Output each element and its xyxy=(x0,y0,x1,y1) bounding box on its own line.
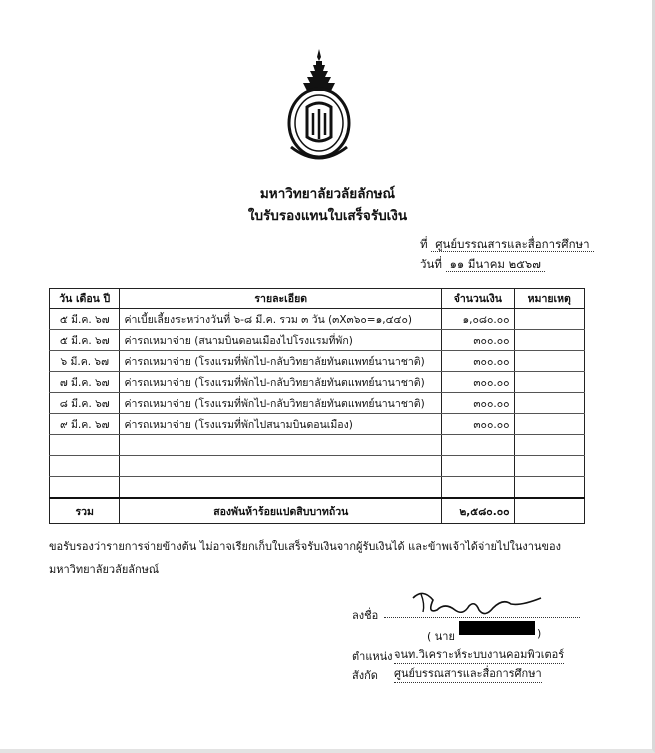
redacted-name xyxy=(459,621,535,635)
table-header-row xyxy=(50,289,585,309)
empty-row xyxy=(50,435,585,456)
row-detail: ค่ารถเหมาจ่าย (สนามบินดอนเมืองไปโรงแรมที่พัก) xyxy=(120,330,442,351)
handwritten-signature xyxy=(407,588,557,618)
affiliation-label: สังกัด xyxy=(352,669,378,682)
header-date: วัน เดือน ปี xyxy=(50,289,120,309)
certification-text: ขอรับรองว่ารายการจ่ายข้างต้น ไม่อาจเรียกเก็บใบเสร็จรับเงินจากผู้รับเงินได้ และข้าพเจ้าได้จ่ายไปในงานของมหาวิทยาลัยวลัยลักษณ์ xyxy=(49,540,561,576)
row-amount: ๓๐๐.๐๐ xyxy=(442,351,514,372)
total-note xyxy=(514,498,584,524)
header-amount: จำนวนเงิน xyxy=(442,289,514,309)
row-amount: ๓๐๐.๐๐ xyxy=(442,372,514,393)
total-amount: ๒,๕๘๐.๐๐ xyxy=(442,498,514,524)
header-detail: รายละเอียด xyxy=(120,289,442,309)
date-label: วันที่ xyxy=(420,257,442,271)
university-name: มหาวิทยาลัยวลัยลักษณ์ xyxy=(259,186,396,202)
position-value: จนท.วิเคราะห์ระบบงานคอมพิวเตอร์ xyxy=(394,645,564,664)
total-text: สองพันห้าร้อยแปดสิบบาทถ้วน xyxy=(120,498,442,524)
row-date: ๘ มี.ค. ๖๗ xyxy=(50,393,120,414)
empty-row xyxy=(50,456,585,477)
row-note xyxy=(514,351,584,372)
table-row xyxy=(50,330,585,351)
row-amount: ๑,๐๘๐.๐๐ xyxy=(442,309,514,330)
date-line xyxy=(420,256,545,274)
expense-table xyxy=(49,288,585,524)
row-note xyxy=(514,309,584,330)
row-note xyxy=(514,330,584,351)
row-date: ๙ มี.ค. ๖๗ xyxy=(50,414,120,435)
row-detail: ค่ารถเหมาจ่าย (โรงแรมที่พักไป-กลับวิทยาลัยทันตแพทย์นานาชาติ) xyxy=(120,372,442,393)
row-date: ๕ มี.ค. ๖๗ xyxy=(50,330,120,351)
issuer-value: ศูนย์บรรณสารและสื่อการศึกษา xyxy=(431,237,593,252)
sign-label: ลงชื่อ xyxy=(352,609,379,622)
row-note xyxy=(514,414,584,435)
name-open: ( นาย xyxy=(427,630,455,643)
university-seal-icon xyxy=(283,47,355,163)
row-date: ๖ มี.ค. ๖๗ xyxy=(50,351,120,372)
table-row xyxy=(50,393,585,414)
table-row xyxy=(50,351,585,372)
table-row xyxy=(50,414,585,435)
issuer-label: ที่ xyxy=(420,237,428,251)
row-amount: ๓๐๐.๐๐ xyxy=(442,393,514,414)
table-row xyxy=(50,309,585,330)
issuer-line xyxy=(420,236,594,254)
row-detail: ค่าเบี้ยเลี้ยงระหว่างวันที่ ๖-๘ มี.ค. รวม ๓ วัน (๓X๓๖๐=๑,๔๔๐) xyxy=(120,309,442,330)
empty-row xyxy=(50,477,585,499)
position-label: ตำแหน่ง xyxy=(352,650,393,663)
row-detail: ค่ารถเหมาจ่าย (โรงแรมที่พักไป-กลับวิทยาลัยทันตแพทย์นานาชาติ) xyxy=(120,351,442,372)
header-note: หมายเหตุ xyxy=(514,289,584,309)
document-title: ใบรับรองแทนใบเสร็จรับเงิน xyxy=(247,208,408,224)
row-date: ๕ มี.ค. ๖๗ xyxy=(50,309,120,330)
affiliation-value: ศูนย์บรรณสารและสื่อการศึกษา xyxy=(394,664,542,683)
date-value: ๑๑ มีนาคม ๒๕๖๗ xyxy=(446,257,545,272)
name-close: ) xyxy=(537,627,542,640)
table-row xyxy=(50,372,585,393)
row-amount: ๓๐๐.๐๐ xyxy=(442,414,514,435)
row-note xyxy=(514,372,584,393)
row-note xyxy=(514,393,584,414)
total-label: รวม xyxy=(50,498,120,524)
total-row xyxy=(50,498,585,524)
row-detail: ค่ารถเหมาจ่าย (โรงแรมที่พักไป-กลับวิทยาลัยทันตแพทย์นานาชาติ) xyxy=(120,393,442,414)
row-detail: ค่ารถเหมาจ่าย (โรงแรมที่พักไปสนามบินดอนเมือง) xyxy=(120,414,442,435)
row-amount: ๓๐๐.๐๐ xyxy=(442,330,514,351)
row-date: ๗ มี.ค. ๖๗ xyxy=(50,372,120,393)
